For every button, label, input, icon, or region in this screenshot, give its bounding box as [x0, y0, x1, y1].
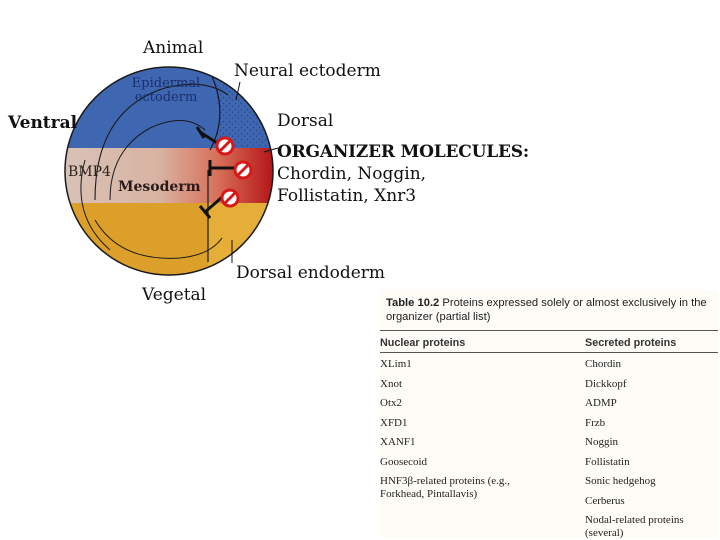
table-rule-header — [380, 352, 718, 353]
label-dorsal-endoderm: Dorsal endoderm — [236, 263, 386, 283]
inhibitor-icon — [222, 190, 238, 206]
nuclear-protein-cell: Xnot — [380, 377, 402, 390]
secreted-protein-cell: Dickkopf — [585, 377, 627, 390]
nuclear-protein-cell: Otx2 — [380, 397, 402, 409]
secreted-protein-cell: Noggin — [585, 436, 618, 448]
column-header-secreted: Secreted proteins — [585, 337, 677, 349]
secreted-protein-cell: Follistatin — [585, 455, 630, 468]
label-animal: Animal — [143, 38, 204, 58]
secreted-protein-cell: ADMP — [585, 397, 617, 409]
organizer-line-2: Follistatin, Xnr3 — [277, 186, 417, 206]
organizer-proteins-table — [380, 290, 718, 538]
secreted-protein-cell: Chordin — [585, 358, 622, 370]
column-header-nuclear: Nuclear proteins — [380, 337, 466, 349]
secreted-protein-cell: Cerberus — [585, 494, 625, 507]
table-caption-text: Proteins expressed solely or almost exclusively in the organizer (partial list) — [386, 297, 707, 323]
nuclear-protein-cell: XLim1 — [380, 358, 412, 370]
label-mesoderm: Mesoderm — [118, 179, 201, 195]
label-bmp4: BMP4 — [68, 164, 111, 180]
table-rule-top — [380, 330, 718, 331]
table-number: Table 10.2 — [386, 297, 440, 309]
label-neural-ectoderm: Neural ectoderm — [234, 61, 381, 81]
inhibitor-icon — [235, 162, 251, 178]
organizer-line-1: Chordin, Noggin, — [277, 164, 427, 184]
inhibitor-icon — [217, 138, 233, 154]
label-vegetal: Vegetal — [142, 285, 207, 305]
nuclear-protein-cell: HNF3β-related proteins (e.g., Forkhead, Pintallavis) — [380, 475, 510, 500]
label-dorsal: Dorsal — [277, 111, 334, 131]
secreted-protein-cell: Frzb — [585, 416, 606, 429]
nuclear-protein-cell: XANF1 — [380, 436, 416, 448]
table-caption — [386, 296, 712, 324]
nuclear-protein-cell: XFD1 — [380, 416, 408, 429]
nuclear-protein-cell: Goosecoid — [380, 455, 428, 468]
label-ventral: Ventral — [8, 113, 78, 133]
secreted-protein-cell: Sonic hedgehog — [585, 475, 656, 487]
organizer-title: ORGANIZER MOLECULES: — [277, 142, 529, 162]
label-epidermal-ectoderm: Epidermal ectoderm — [131, 76, 201, 105]
secreted-protein-cell: Nodal-related proteins (several) — [585, 514, 684, 539]
